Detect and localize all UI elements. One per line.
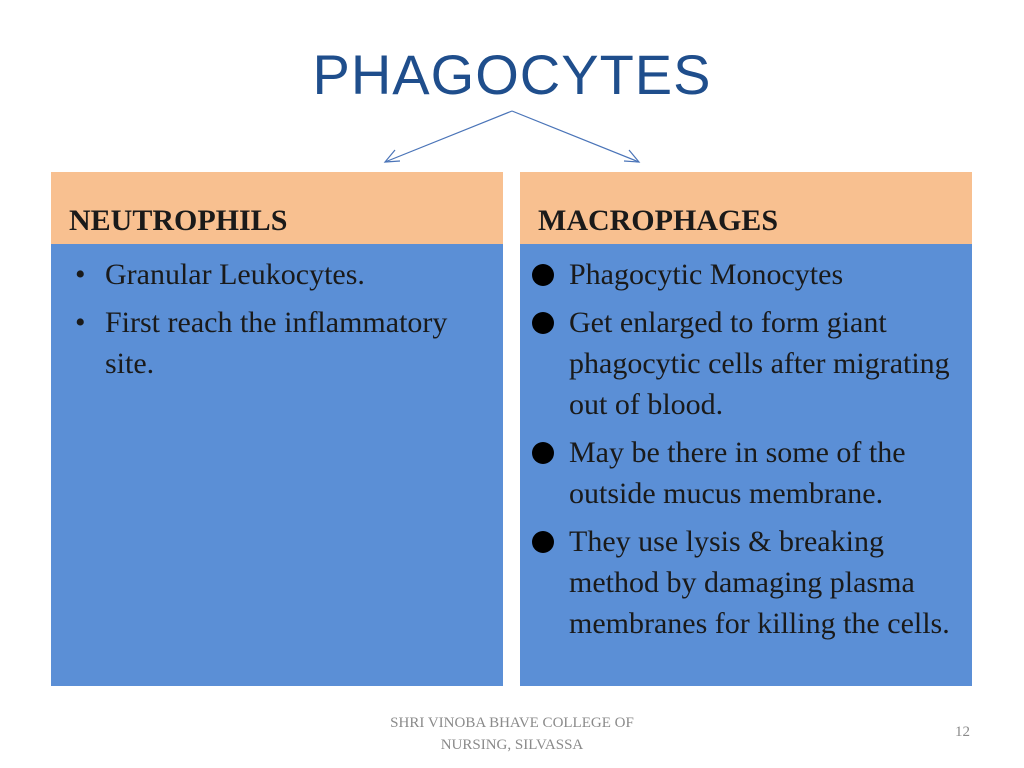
- macrophages-heading: MACROPHAGES: [538, 204, 778, 237]
- footer-line-2: NURSING, SILVASSA: [440, 737, 584, 753]
- bullet-icon: [532, 312, 554, 334]
- neutrophils-list: [51, 254, 491, 391]
- list-item: [51, 302, 491, 384]
- neutrophils-heading: NEUTROPHILS: [69, 204, 288, 237]
- list-item: [520, 432, 972, 514]
- right-arrowhead: [624, 150, 639, 162]
- macrophages-body: [520, 244, 972, 686]
- slide-title: PHAGOCYTES: [312, 43, 712, 106]
- bullet-icon: [532, 442, 554, 464]
- footer-text: [362, 712, 662, 756]
- list-item: [520, 302, 972, 425]
- right-arrow-line: [512, 111, 639, 162]
- list-item-text: Get enlarged to form giant phagocytic cells after migrating out of blood.: [569, 306, 950, 421]
- page-number: 12: [955, 724, 970, 740]
- list-item: [520, 254, 972, 295]
- list-item-text: First reach the inflammatory site.: [105, 306, 448, 380]
- list-item-text: They use lysis & breaking method by damaging plasma membranes for killing the cells.: [569, 525, 950, 640]
- macrophages-list: [520, 254, 972, 651]
- neutrophils-header: [51, 172, 503, 244]
- bullet-icon: •: [75, 258, 86, 291]
- list-item-text: Granular Leukocytes.: [105, 258, 365, 291]
- bullet-icon: [532, 531, 554, 553]
- macrophages-header: [520, 172, 972, 244]
- bullet-icon: •: [75, 306, 86, 339]
- footer-line-1: SHRI VINOBA BHAVE COLLEGE OF: [390, 715, 634, 731]
- list-item-text: Phagocytic Monocytes: [569, 258, 844, 291]
- list-item: [520, 521, 972, 644]
- list-item-text: May be there in some of the outside mucus membrane.: [569, 436, 906, 510]
- bullet-icon: [532, 264, 554, 286]
- neutrophils-body: [51, 244, 503, 686]
- list-item: [51, 254, 491, 295]
- branch-arrows: [0, 0, 1024, 180]
- left-arrow-line: [385, 111, 512, 162]
- left-arrowhead: [385, 150, 400, 162]
